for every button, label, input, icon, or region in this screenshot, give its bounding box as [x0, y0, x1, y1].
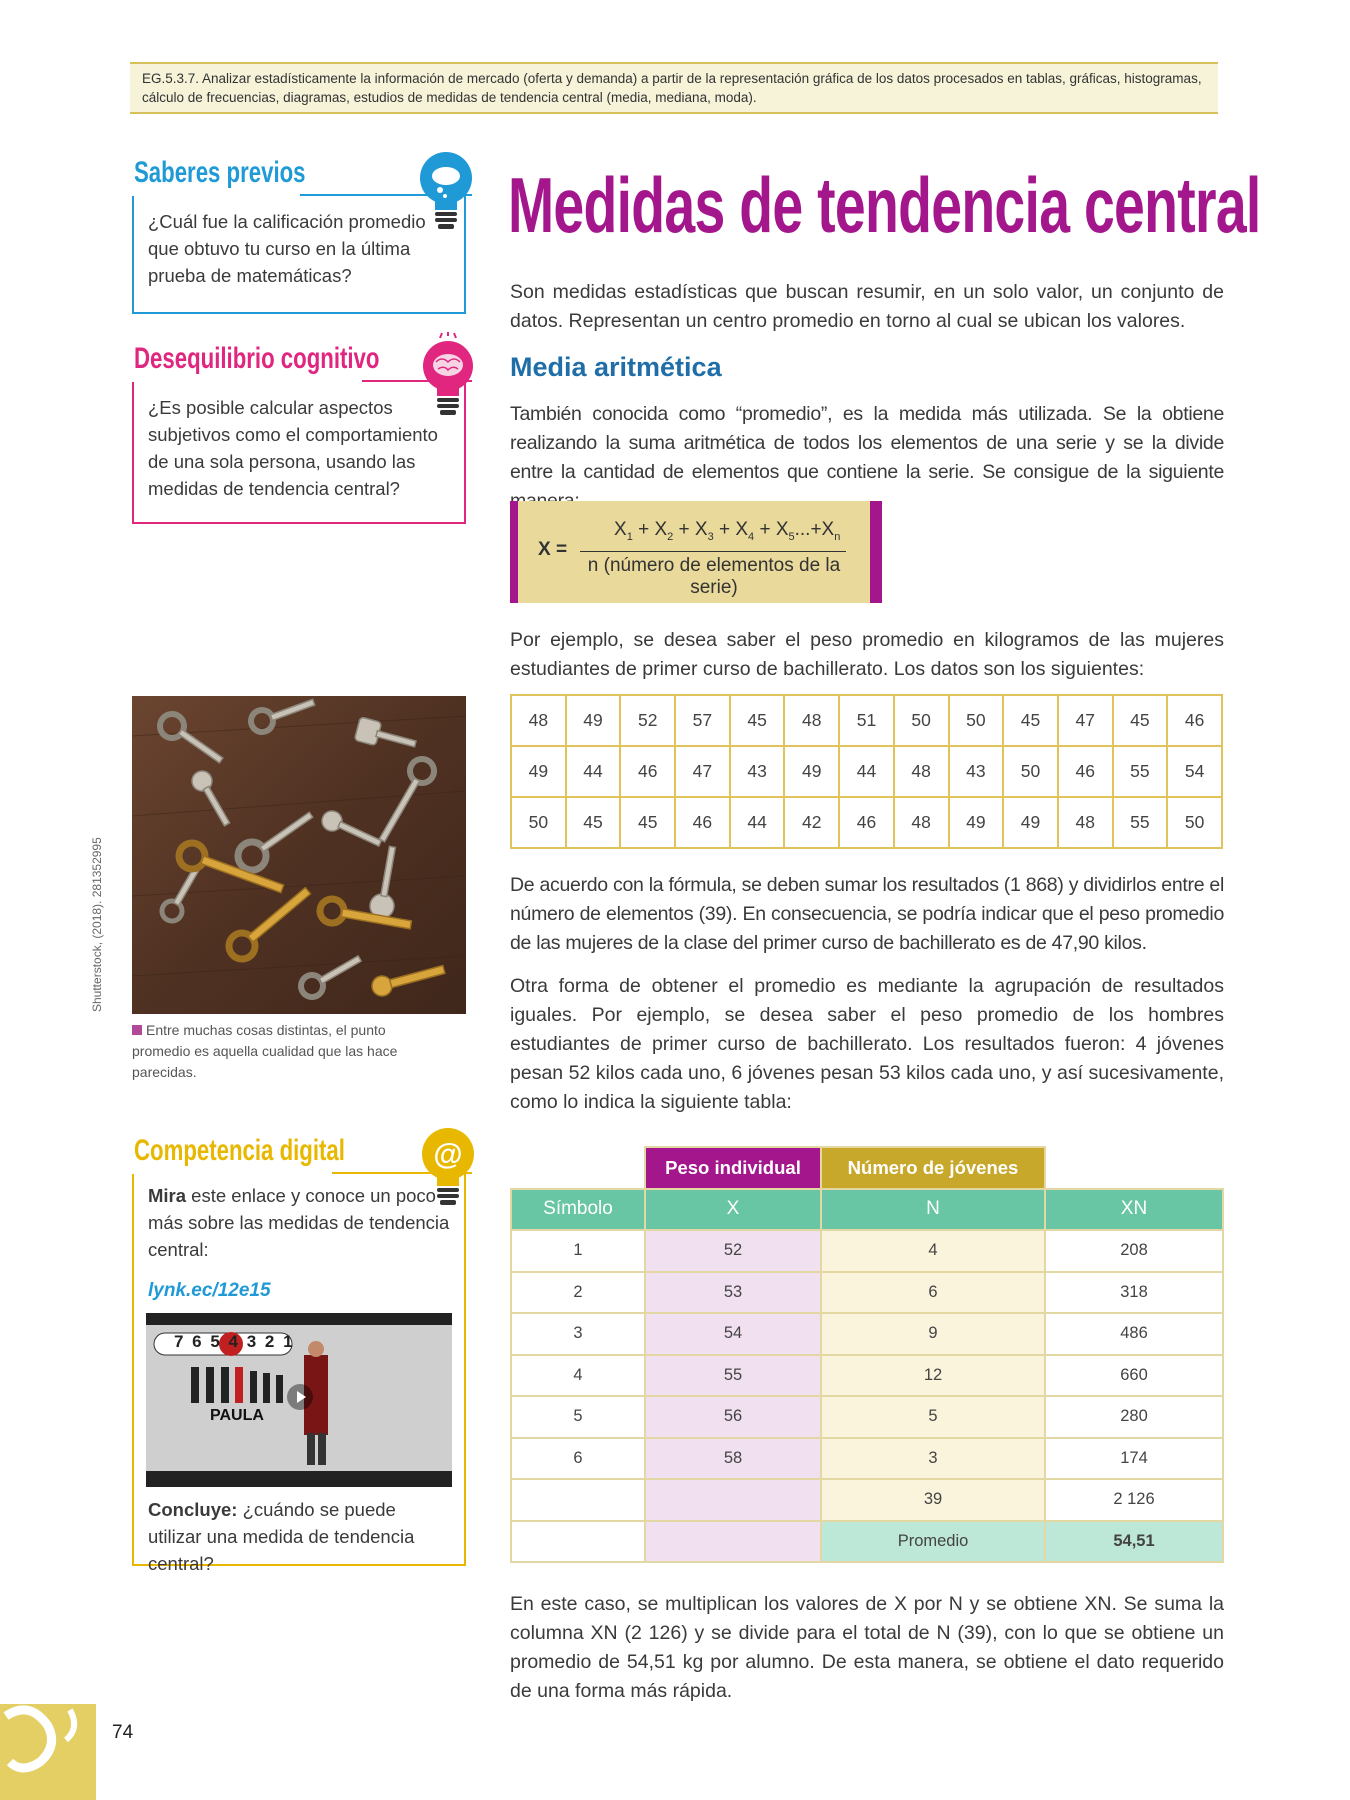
- weight-cell: 46: [620, 746, 675, 797]
- frequency-cell: 280: [1045, 1396, 1223, 1438]
- frequency-row: [511, 1355, 1223, 1397]
- average-value: 54,51: [1045, 1521, 1223, 1563]
- video-thumbnail[interactable]: [146, 1313, 452, 1487]
- photo-caption: Entre muchas cosas distintas, el punto promedio es aquella cualidad que las hace parecidas.: [132, 1022, 398, 1080]
- frequency-row: [511, 1272, 1223, 1314]
- frequency-cell: 2: [511, 1272, 645, 1314]
- header-row-symbols: [511, 1189, 1223, 1231]
- weights-row: [511, 746, 1222, 797]
- video-numbers: 7 6 5 4 3 2 1: [174, 1332, 295, 1351]
- total-n: 39: [821, 1479, 1045, 1521]
- weight-cell: 43: [730, 746, 785, 797]
- competencia-digital-title: Competencia digital: [134, 1134, 345, 1167]
- frequency-cell: 56: [645, 1396, 821, 1438]
- frequency-cell: 1: [511, 1230, 645, 1272]
- weight-cell: 46: [839, 797, 894, 848]
- frequency-cell: 4: [511, 1355, 645, 1397]
- mean-formula-box: [510, 501, 882, 603]
- frequency-cell: 9: [821, 1313, 1045, 1355]
- weight-cell: 46: [675, 797, 730, 848]
- formula-lhs: X =: [538, 539, 568, 560]
- col-simbolo: Símbolo: [511, 1189, 645, 1231]
- formula-numerator: $X_1 + X_2 + X_3 + X_4 + X_5...+X_n$: [614, 519, 841, 543]
- blank-cell: [511, 1147, 645, 1189]
- weight-cell: 48: [894, 797, 949, 848]
- weights-row: [511, 797, 1222, 848]
- saberes-previos-text: ¿Cuál fue la calificación promedio que obtuvo tu curso en la última prueba de matemáticas?: [148, 211, 426, 286]
- keys-photo: [132, 696, 466, 1014]
- weight-cell: 42: [784, 797, 839, 848]
- weight-cell: 52: [620, 695, 675, 746]
- frequency-cell: 53: [645, 1272, 821, 1314]
- weight-cell: 48: [511, 695, 566, 746]
- weights-table: [510, 694, 1223, 849]
- conclusion-paragraph: En este caso, se multiplican los valores de X por N y se obtiene XN. Se suma la columna XN (2 126) y se divide para el total de N (39), con lo que se obtiene un promedio de 54,51 kg por alumno. De esta manera, se obtiene el dato requerido de una forma más rápida.: [510, 1593, 1224, 1702]
- weight-cell: 49: [511, 746, 566, 797]
- frequency-cell: 58: [645, 1438, 821, 1480]
- example-paragraph: Por ejemplo, se desea saber el peso promedio en kilogramos de las mujeres estudiantes de primer curso de bachillerato. Los datos son los siguientes:: [510, 629, 1224, 680]
- photo-credit: Shutterstock, (2018). 281352995: [90, 837, 104, 1012]
- weight-cell: 50: [949, 695, 1004, 746]
- result-paragraph: De acuerdo con la fórmula, se deben sumar los resultados (1 868) y dividirlos entre el número de elementos (39). En consecuencia, se podría indicar que el peso promedio de las mujeres de la clase del primer curso de bachillerato es de 47,90 kilos.: [510, 874, 1224, 954]
- frequency-cell: 3: [821, 1438, 1045, 1480]
- total-xn: 2 126: [1045, 1479, 1223, 1521]
- media-definition: También conocida como “promedio”, es la medida más utilizada. Se la obtiene realizando la suma aritmética de todos los elementos de una serie y se la divide entre la cantidad de elementos que contiene la serie. Se consigue de la siguiente: [510, 403, 1224, 483]
- frequency-row: [511, 1396, 1223, 1438]
- weight-cell: 50: [894, 695, 949, 746]
- weight-cell: 55: [1113, 746, 1168, 797]
- frequency-cell: 208: [1045, 1230, 1223, 1272]
- weight-cell: 46: [1058, 746, 1113, 797]
- col-xn: XN: [1045, 1189, 1223, 1231]
- weight-cell: 48: [1058, 797, 1113, 848]
- weight-cell: 43: [949, 746, 1004, 797]
- weight-cell: 57: [675, 695, 730, 746]
- fraction-bar: [580, 551, 846, 552]
- frequency-row: [511, 1438, 1223, 1480]
- frequency-table: [510, 1146, 1224, 1563]
- desequilibrio-title: Desequilibrio cognitivo: [134, 342, 380, 375]
- weight-cell: 50: [511, 797, 566, 848]
- weight-cell: 49: [566, 695, 621, 746]
- svg-text:@: @: [433, 1138, 463, 1171]
- weight-cell: 54: [1167, 746, 1222, 797]
- weight-cell: 44: [566, 746, 621, 797]
- desequilibrio-box: [132, 342, 466, 524]
- weight-cell: 47: [1058, 695, 1113, 746]
- saberes-previos-box: [132, 156, 466, 314]
- concluye-question: Concluye: ¿cuándo se puede utilizar una medida de tendencia central?: [148, 1499, 415, 1574]
- other-way-paragraph: Otra forma de obtener el promedio es mediante la agrupación de resultados iguales. Por ejemplo, se desea saber el peso promedio de los hombres estudiantes de primer curso de bachillerato. Los resultados fueron: 4 jóvenes pesan 52 kilos cada uno, 6 jóvenes pesan 53 kilos cada uno, y así sucesivamente, como lo indica la siguiente tabla:: [510, 975, 1224, 1113]
- video-name: PAULA: [210, 1407, 264, 1424]
- col-x: X: [645, 1189, 821, 1231]
- frequency-cell: 174: [1045, 1438, 1223, 1480]
- weight-cell: 45: [620, 797, 675, 848]
- total-row: [511, 1479, 1223, 1521]
- weight-cell: 44: [839, 746, 894, 797]
- weight-cell: 49: [1003, 797, 1058, 848]
- header-row-top: [511, 1147, 1223, 1189]
- frequency-cell: 6: [511, 1438, 645, 1480]
- weight-cell: 49: [784, 746, 839, 797]
- header-numero-jovenes: Número de jóvenes: [821, 1147, 1045, 1189]
- media-aritmetica-heading: Media aritmética: [510, 352, 722, 382]
- average-label: Promedio: [821, 1521, 1045, 1563]
- intro-paragraph: Son medidas estadísticas que buscan resumir, en un solo valor, un conjunto de datos. Representan un centro promedio en torno al cual se ubican los valores.: [510, 281, 1224, 332]
- desequilibrio-text: ¿Es posible calcular aspectos subjetivos como el comportamiento de una sola persona, usando las medidas de tendencia central?: [148, 397, 438, 499]
- weight-cell: 44: [730, 797, 785, 848]
- competencia-intro: Mira este enlace y conoce un poco más sobre las medidas de tendencia central:: [148, 1185, 450, 1260]
- objective-banner: EG.5.3.7. Analizar estadísticamente la información de mercado (oferta y demanda) a partir de la representación gráfica de los datos procesados en tablas, gráficas, histogramas, cálculo de frecuencias, diagramas, estudios de medidas de tendencia central (media, mediana, moda).: [130, 62, 1218, 114]
- lightbulb-cloud-icon: [418, 148, 474, 234]
- weight-cell: 51: [839, 695, 894, 746]
- corner-decoration: [0, 1704, 96, 1800]
- blank-cell: [1045, 1147, 1223, 1189]
- weight-cell: 48: [894, 746, 949, 797]
- weight-cell: 50: [1003, 746, 1058, 797]
- play-icon[interactable]: [286, 1383, 314, 1411]
- weight-cell: 47: [675, 746, 730, 797]
- frequency-cell: 5: [821, 1396, 1045, 1438]
- frequency-cell: 3: [511, 1313, 645, 1355]
- weight-cell: 45: [1003, 695, 1058, 746]
- weight-cell: 48: [784, 695, 839, 746]
- weight-cell: 45: [1113, 695, 1168, 746]
- frequency-cell: 318: [1045, 1272, 1223, 1314]
- formula-denominator: n (número de elementos de la serie): [587, 555, 841, 598]
- weight-cell: 50: [1167, 797, 1222, 848]
- frequency-cell: 55: [645, 1355, 821, 1397]
- frequency-cell: 52: [645, 1230, 821, 1272]
- col-n: N: [821, 1189, 1045, 1231]
- weight-cell: 46: [1167, 695, 1222, 746]
- weight-cell: 49: [949, 797, 1004, 848]
- video-link[interactable]: lynk.ec/12e15: [148, 1280, 271, 1301]
- lightbulb-at-icon: [420, 1122, 476, 1210]
- page-title: Medidas de tendencia central: [508, 161, 1261, 249]
- page-number: 74: [112, 1722, 134, 1743]
- frequency-cell: 12: [821, 1355, 1045, 1397]
- frequency-cell: 660: [1045, 1355, 1223, 1397]
- saberes-previos-title: Saberes previos: [134, 156, 306, 189]
- weight-cell: 45: [730, 695, 785, 746]
- lightbulb-brain-icon: [420, 332, 476, 418]
- weights-row: [511, 695, 1222, 746]
- frequency-row: [511, 1313, 1223, 1355]
- header-peso-individual: Peso individual: [645, 1147, 821, 1189]
- frequency-cell: 4: [821, 1230, 1045, 1272]
- frequency-cell: 54: [645, 1313, 821, 1355]
- weight-cell: 55: [1113, 797, 1168, 848]
- frequency-cell: 6: [821, 1272, 1045, 1314]
- caption-square-icon: [132, 1025, 142, 1035]
- weight-cell: 45: [566, 797, 621, 848]
- frequency-row: [511, 1230, 1223, 1272]
- frequency-cell: 5: [511, 1396, 645, 1438]
- average-row: [511, 1521, 1223, 1563]
- frequency-cell: 486: [1045, 1313, 1223, 1355]
